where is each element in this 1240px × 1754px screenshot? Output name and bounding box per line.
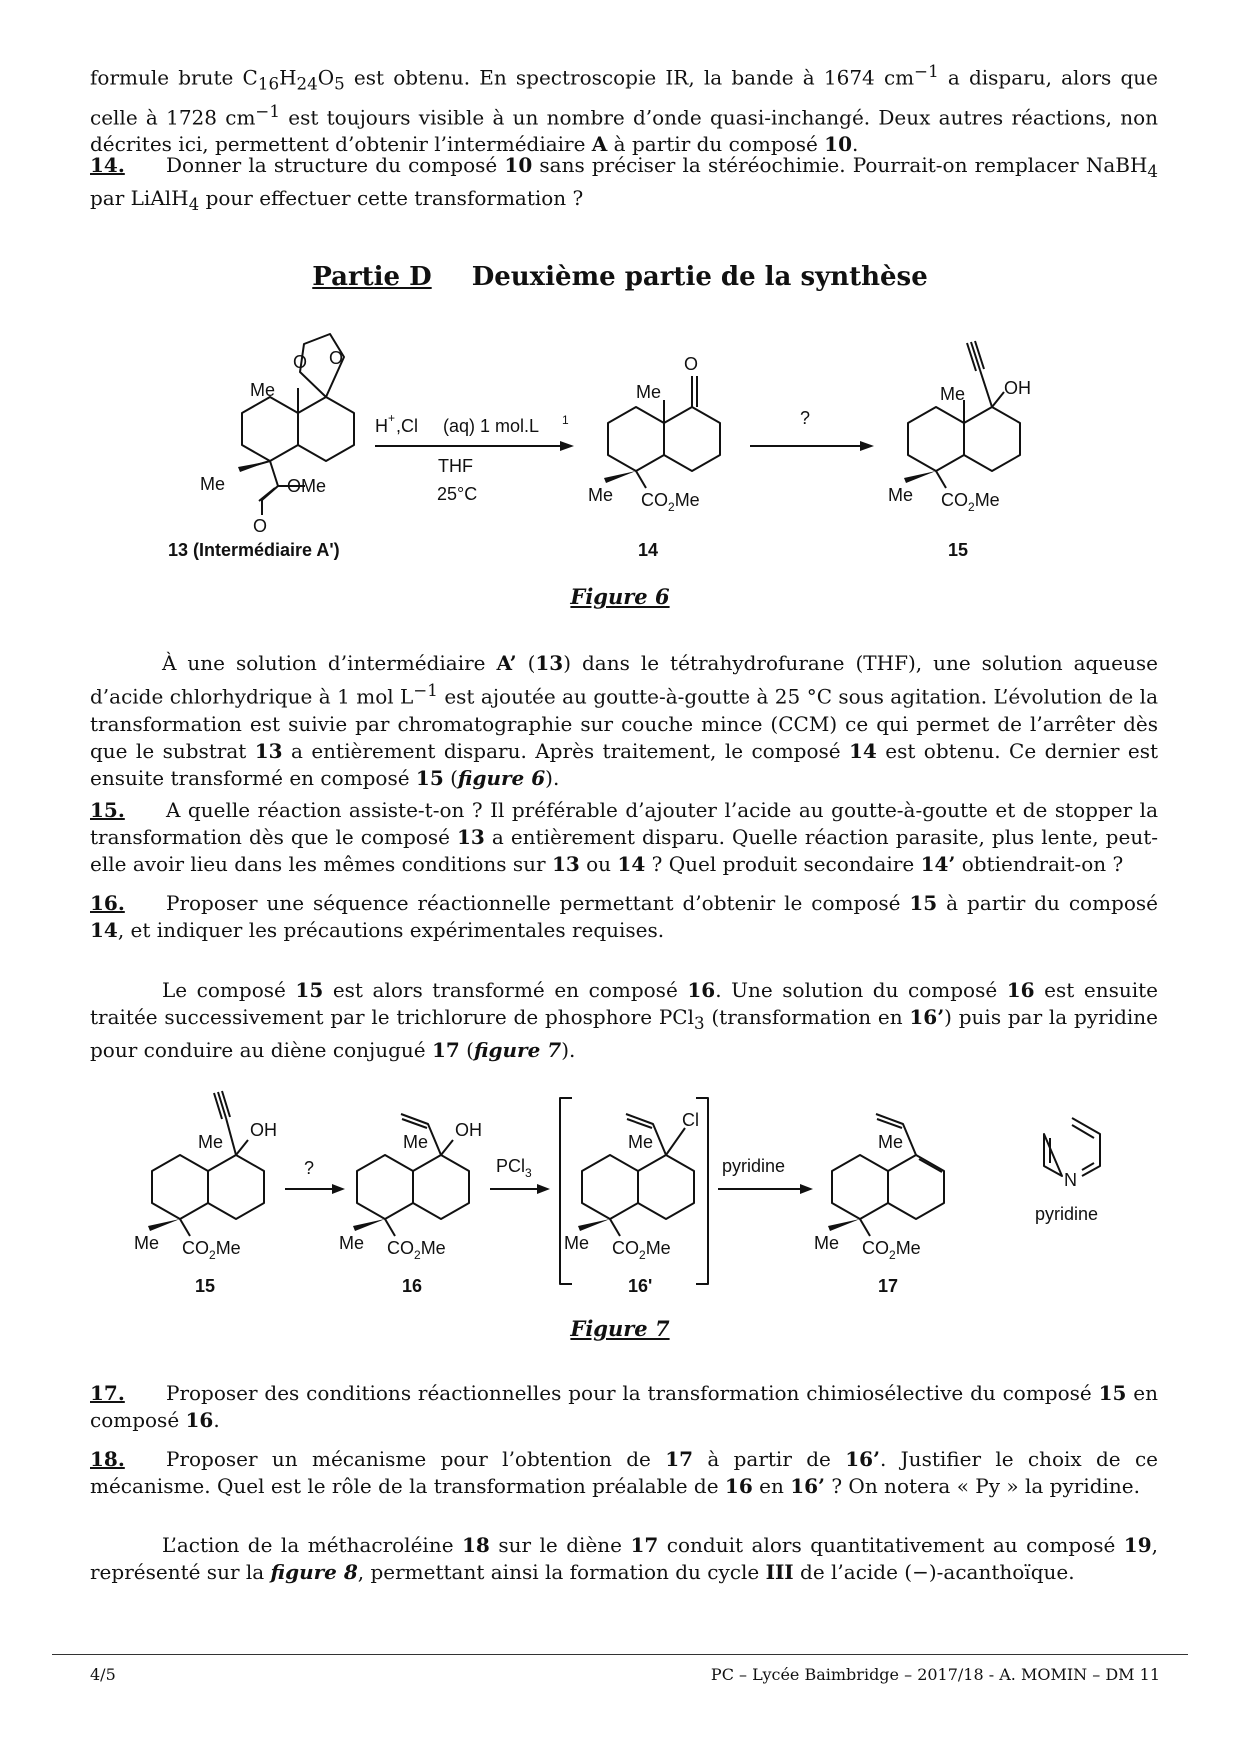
bold-ref: 16 <box>724 1474 753 1498</box>
figure-ref: figure 8 <box>270 1560 358 1584</box>
bold-ref: A’ <box>496 651 517 675</box>
oh-label: OH <box>1004 378 1031 398</box>
compound-16-structure <box>339 1114 482 1296</box>
question-number: 15. <box>90 798 125 822</box>
text: en composé <box>90 1381 1158 1432</box>
compound-13-label: 13 (Intermédiaire A') <box>168 540 340 560</box>
text: formule brute C <box>90 65 258 90</box>
me-label: Me <box>940 384 966 404</box>
compound-17-structure <box>814 1114 944 1296</box>
co2me-label: $CO_2Me$ <box>941 490 1000 514</box>
compound-16p-label: 16' <box>628 1276 653 1296</box>
compound-15-structure <box>888 341 1031 560</box>
me-label: Me <box>134 1233 160 1253</box>
question-number: 16. <box>90 891 125 915</box>
text: est toujours visible à un nombre d’onde quasi-inchangé. Deux autres réactions, non décrites ici, permettent d’obtenir l’intermédiaire <box>90 105 1158 157</box>
oh-label: OH <box>455 1120 482 1140</box>
co2me-label: $CO_2Me$ <box>862 1238 921 1262</box>
text: . Justifier le choix de ce mécanisme. Quel est le rôle de la transformation préalable de <box>90 1447 1159 1498</box>
nitrogen-label: N <box>1064 1170 1077 1190</box>
subscript: 24 <box>296 74 318 94</box>
bold-ref: 14’ <box>920 852 956 876</box>
compound-15-structure <box>134 1091 277 1296</box>
bold-ref: 19 <box>1123 1533 1152 1557</box>
question-15 <box>90 797 1158 878</box>
figure-6-scheme <box>0 320 1240 580</box>
text: ? Quel produit secondaire <box>645 852 921 876</box>
question-14 <box>90 152 1158 218</box>
text: est ensuite traitée successivement par le trichlorure de phosphore PCl <box>90 978 1159 1029</box>
figure-ref: figure 6 <box>457 765 546 790</box>
text: à partir du composé <box>607 132 825 157</box>
question-18 <box>90 1446 1158 1500</box>
figure-6-caption: Figure 6 <box>570 584 670 609</box>
text: Proposer une séquence réactionnelle permettant d’obtenir le composé <box>166 891 910 915</box>
text: Proposer un mécanisme pour l’obtention de <box>166 1447 666 1471</box>
intro-paragraph <box>90 58 1158 158</box>
text: en <box>752 1474 791 1498</box>
bold-ref: 13 <box>456 825 485 849</box>
reagent-h: H <box>375 416 388 436</box>
me-label: Me <box>888 485 914 505</box>
figure-7-scheme <box>0 1090 1240 1320</box>
co2me-label: $CO_2Me$ <box>182 1238 241 1262</box>
paragraph-pcl3 <box>90 977 1158 1064</box>
subscript: 5 <box>334 74 345 94</box>
bold-ref: 17 <box>665 1447 694 1471</box>
text: ( <box>459 1038 474 1062</box>
bold-ref: 10 <box>824 132 852 157</box>
bold-ref: 16’ <box>790 1474 825 1498</box>
text: ). <box>561 1038 576 1062</box>
oxygen-label: O <box>684 354 699 374</box>
oh-label: OH <box>250 1120 277 1140</box>
text: A quelle réaction assiste-t-on ? Il préférable d’ajouter l’acide au goutte-à-goutte et de stopper la transformation dès que le composé <box>90 798 1158 849</box>
text: Le composé <box>162 978 296 1002</box>
question-number: 18. <box>90 1447 125 1471</box>
arrow-15-16 <box>285 1158 345 1194</box>
text: , permettant ainsi la formation du cycle <box>357 1560 766 1584</box>
compound-13-structure <box>168 334 354 560</box>
part-heading: Deuxième partie de la synthèse <box>471 262 928 292</box>
ome-label: OMe <box>287 476 327 496</box>
text: ). <box>545 765 560 790</box>
text: O <box>317 65 335 90</box>
compound-16-label: 16 <box>402 1276 423 1296</box>
text: ( <box>516 651 536 675</box>
footer-credits: PC – Lycée Baimbridge – 2017/18 - A. MOMIN – DM 11 <box>710 1665 1160 1684</box>
text: L’action de la méthacroléine <box>162 1533 463 1557</box>
unknown-reagent: ? <box>800 408 811 428</box>
bold-ref: 15 <box>1098 1381 1127 1405</box>
text: est ajoutée au goutte-à-goutte à 25 °C sous agitation. L’évolution de la transformation est suivie par chromatographie sur couche mince (CCM) ce qui permet de l’arrêter dès que le substrat <box>90 684 1158 763</box>
compound-14-label: 14 <box>638 540 659 560</box>
bold-ref: 16 <box>1006 978 1035 1002</box>
text: est alors transformé en composé <box>323 978 688 1002</box>
bold-ref: 13 <box>254 738 283 763</box>
superscript: −1 <box>255 101 280 121</box>
text: obtiendrait-on ? <box>955 852 1124 876</box>
oxygen-label: O <box>329 348 344 368</box>
figure-ref: figure 7 <box>473 1038 562 1062</box>
text: . <box>213 1408 220 1432</box>
text: ) dans le tétrahydrofurane (THF), une solution aqueuse d’acide chlorhydrique à 1 mol L <box>90 651 1158 709</box>
solvent-label: THF <box>438 456 473 476</box>
footer-divider <box>52 1654 1188 1655</box>
me-label: Me <box>200 474 226 494</box>
bold-ref: 16’ <box>845 1447 880 1471</box>
question-17 <box>90 1380 1158 1434</box>
bold-ref: 15 <box>295 978 324 1002</box>
paragraph-hcl <box>90 650 1158 792</box>
bold-ref: 10 <box>504 153 533 177</box>
pyridine-reagent: pyridine <box>722 1156 786 1176</box>
bold-ref: 14 <box>849 738 877 763</box>
compound-15-label: 15 <box>195 1276 216 1296</box>
paragraph-methacrolein <box>90 1532 1158 1586</box>
superscript: −1 <box>914 62 939 81</box>
part-label: Partie D <box>312 262 432 292</box>
compound-16p-structure <box>564 1110 699 1296</box>
text: à partir de <box>693 1447 846 1471</box>
bold-ref: 16’ <box>909 1005 945 1029</box>
temperature-label: 25°C <box>437 484 478 504</box>
compound-17-label: 17 <box>878 1276 899 1296</box>
left-bracket <box>560 1098 572 1284</box>
bold-ref: 15 <box>909 891 938 915</box>
text: a disparu, alors que celle à 1728 cm <box>90 65 1158 130</box>
subscript: 4 <box>1147 162 1158 181</box>
me-label: Me <box>339 1233 365 1253</box>
bold-ref: 16 <box>687 978 716 1002</box>
superscript: −1 <box>413 681 438 700</box>
bold-ref: 17 <box>630 1533 659 1557</box>
me-label: Me <box>564 1233 590 1253</box>
arrow-16-16p <box>490 1156 550 1194</box>
unknown-reagent: ? <box>304 1158 315 1178</box>
compound-15-label: 15 <box>948 540 969 560</box>
text: conduit alors quantitativement au composé <box>658 1533 1124 1557</box>
text: Proposer des conditions réactionnelles pour la transformation chimiosélective du composé <box>166 1381 1099 1405</box>
co2me-label: $CO_2Me$ <box>612 1238 671 1262</box>
text: ? On notera « Py » la pyridine. <box>824 1474 1141 1498</box>
text: de l’acide (−)-acanthoïque. <box>793 1560 1075 1584</box>
text: ) puis par la pyridine pour conduire au diène conjugué <box>90 1005 1158 1062</box>
text: À une solution d’intermédiaire <box>162 651 497 675</box>
text: (transformation en <box>704 1005 910 1029</box>
bold-ref: 18 <box>462 1533 490 1557</box>
text: . Une solution du composé <box>715 978 1007 1002</box>
bold-ref: 16 <box>185 1408 214 1432</box>
part-title <box>0 262 1240 292</box>
bold-ref: 13 <box>551 852 580 876</box>
bold-ref: 14 <box>90 918 118 942</box>
text: a entièrement disparu. Après traitement, le composé <box>282 738 850 763</box>
text: ( <box>443 765 458 790</box>
pyridine-label: pyridine <box>1035 1204 1099 1224</box>
text: pour effectuer cette transformation ? <box>199 186 584 210</box>
me-label: Me <box>250 380 276 400</box>
text: . <box>852 132 859 157</box>
bold-ref: 17 <box>431 1038 460 1062</box>
page-number: 4/5 <box>90 1665 116 1684</box>
bold-ref: 15 <box>415 765 444 790</box>
oxygen-label: O <box>293 352 308 372</box>
cl-label: Cl <box>682 1110 699 1130</box>
bold-ref: 14 <box>617 852 646 876</box>
compound-14-structure <box>588 354 720 560</box>
me-label: Me <box>198 1132 224 1152</box>
bold-ref: 13 <box>535 651 564 675</box>
subscript: 16 <box>257 74 280 94</box>
pyridine-structure <box>1035 1118 1100 1224</box>
me-label: Me <box>814 1233 840 1253</box>
text: sans préciser la stéréochimie. Pourrait-on remplacer NaBH <box>532 153 1148 177</box>
question-16 <box>90 890 1158 944</box>
arrow-16p-17 <box>718 1156 813 1194</box>
co2me-label: $CO_2Me$ <box>641 490 700 514</box>
text: est obtenu. En spectroscopie IR, la bande à 1674 cm <box>344 65 915 90</box>
text: a entièrement disparu. Quelle réaction parasite, plus lente, peut-elle avoir lieu dans les mêmes conditions sur <box>90 825 1158 876</box>
reagent-cl: ,Cl <box>396 416 418 436</box>
me-label: Me <box>878 1132 904 1152</box>
text: , et indiquer les précautions expérimentales requises. <box>117 918 665 942</box>
me-label: Me <box>403 1132 429 1152</box>
reagent-sup2: 1 <box>562 413 569 427</box>
oxygen-label: O <box>253 516 268 536</box>
text: à partir du composé <box>937 891 1158 915</box>
figure-7-caption: Figure 7 <box>570 1316 670 1341</box>
question-number: 17. <box>90 1381 125 1405</box>
me-label: Me <box>636 382 662 402</box>
reaction-arrow-2 <box>750 408 874 451</box>
me-label: Me <box>628 1132 654 1152</box>
bold-ref: A <box>591 132 608 157</box>
me-label: Me <box>588 485 614 505</box>
text: , représenté sur la <box>90 1533 1158 1584</box>
text: Donner la structure du composé <box>166 153 505 177</box>
reagent-conc: (aq) 1 mol.L <box>443 416 540 436</box>
pcl3-reagent: PCl$_3$ <box>496 1156 532 1180</box>
reagent-sup: + <box>388 411 396 425</box>
text: par LiAlH <box>90 186 189 210</box>
co2me-label: $CO_2Me$ <box>387 1238 446 1262</box>
text: est obtenu. Ce dernier est ensuite transformé en composé <box>90 738 1159 790</box>
text: ou <box>579 852 618 876</box>
question-number: 14. <box>90 153 125 177</box>
bold-ref: III <box>765 1560 794 1584</box>
text: sur le diène <box>489 1533 631 1557</box>
subscript: 4 <box>188 195 200 214</box>
subscript: 3 <box>693 1014 705 1033</box>
reaction-arrow-1 <box>375 411 574 504</box>
text: H <box>279 65 297 90</box>
